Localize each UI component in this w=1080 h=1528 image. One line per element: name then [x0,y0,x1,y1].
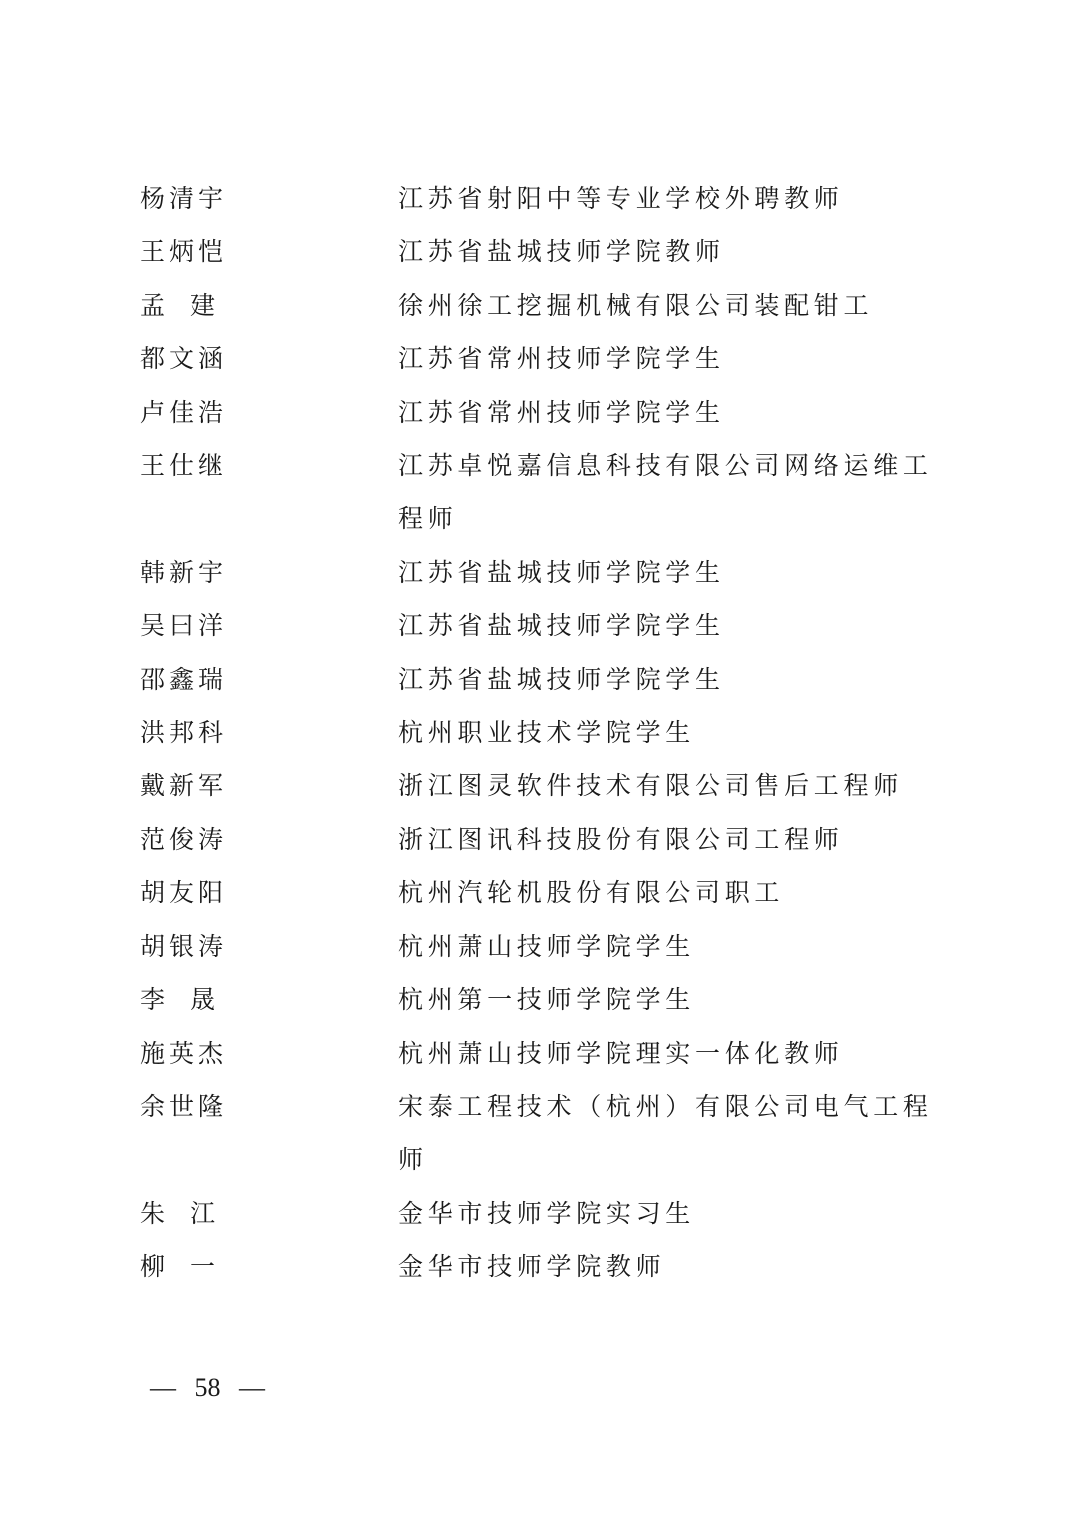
person-affiliation: 浙江图灵软件技术有限公司售后工程师 [398,771,903,801]
person-affiliation: 江苏省盐城技师学院学生 [398,664,725,694]
person-name: 洪邦科 [140,718,228,748]
roster-entry [140,439,960,546]
roster-entry [140,225,960,278]
roster-entry [140,653,960,706]
person-name: 邵鑫瑞 [140,664,228,694]
person-affiliation: 江苏省盐城技师学院学生 [398,557,725,587]
person-affiliation: 杭州职业技术学院学生 [398,718,696,748]
person-affiliation: 江苏省射阳中等专业学校外聘教师 [398,184,844,213]
roster-entry [140,759,960,812]
person-name: 胡友阳 [140,878,228,908]
roster-entry [140,706,960,759]
roster-entry [140,1027,960,1080]
roster-entry [140,1080,960,1187]
person-affiliation: 江苏卓悦嘉信息科技有限公司网络运维工程师 [398,451,933,534]
roster-entry [140,386,960,439]
roster-entry [140,172,960,225]
person-name: 施英杰 [140,1038,228,1068]
page-number: 58 [194,1373,221,1402]
person-name: 戴新军 [140,771,228,801]
person-affiliation: 杭州萧山技师学院学生 [398,931,696,961]
person-affiliation: 金华市技师学院实习生 [398,1198,696,1228]
roster-entry [140,599,960,652]
roster-entry [140,279,960,332]
person-affiliation: 江苏省常州技师学院学生 [398,397,725,427]
person-name: 余世隆 [140,1091,228,1121]
roster-entry [140,973,960,1026]
person-name: 朱 江 [140,1198,216,1228]
roster-entry [140,866,960,919]
person-name: 王炳恺 [140,237,228,267]
roster-entry [140,813,960,866]
person-affiliation: 江苏省盐城技师学院学生 [398,611,725,641]
person-affiliation: 江苏省常州技师学院学生 [398,344,725,374]
roster-entry [140,332,960,385]
page-footer [150,1368,265,1408]
person-affiliation: 杭州汽轮机股份有限公司职工 [398,878,785,908]
person-name: 杨清宇 [140,184,228,213]
person-affiliation: 杭州萧山技师学院理实一体化教师 [398,1038,844,1068]
person-name: 李 晟 [140,985,216,1015]
person-name: 范俊涛 [140,824,228,854]
person-affiliation: 杭州第一技师学院学生 [398,985,696,1015]
roster-entry [140,920,960,973]
person-name: 王仕继 [140,451,228,481]
person-affiliation: 浙江图讯科技股份有限公司工程师 [398,824,844,854]
roster-entry [140,1240,960,1293]
person-name: 吴曰洋 [140,611,228,641]
roster-list [140,172,960,1294]
roster-entry [140,546,960,599]
person-name: 柳 一 [140,1252,216,1282]
person-affiliation: 江苏省盐城技师学院教师 [398,237,725,267]
person-affiliation: 宋泰工程技术（杭州）有限公司电气工程师 [398,1091,933,1175]
person-name: 韩新宇 [140,557,228,587]
footer-dash-left: — [150,1373,176,1402]
footer-dash-right: — [239,1373,265,1402]
person-name: 胡银涛 [140,931,228,961]
person-name: 孟 建 [140,290,216,320]
person-name: 都文涵 [140,344,228,374]
roster-entry [140,1187,960,1240]
person-name: 卢佳浩 [140,397,228,427]
person-affiliation: 金华市技师学院教师 [398,1252,666,1282]
person-affiliation: 徐州徐工挖掘机械有限公司装配钳工 [398,290,874,320]
